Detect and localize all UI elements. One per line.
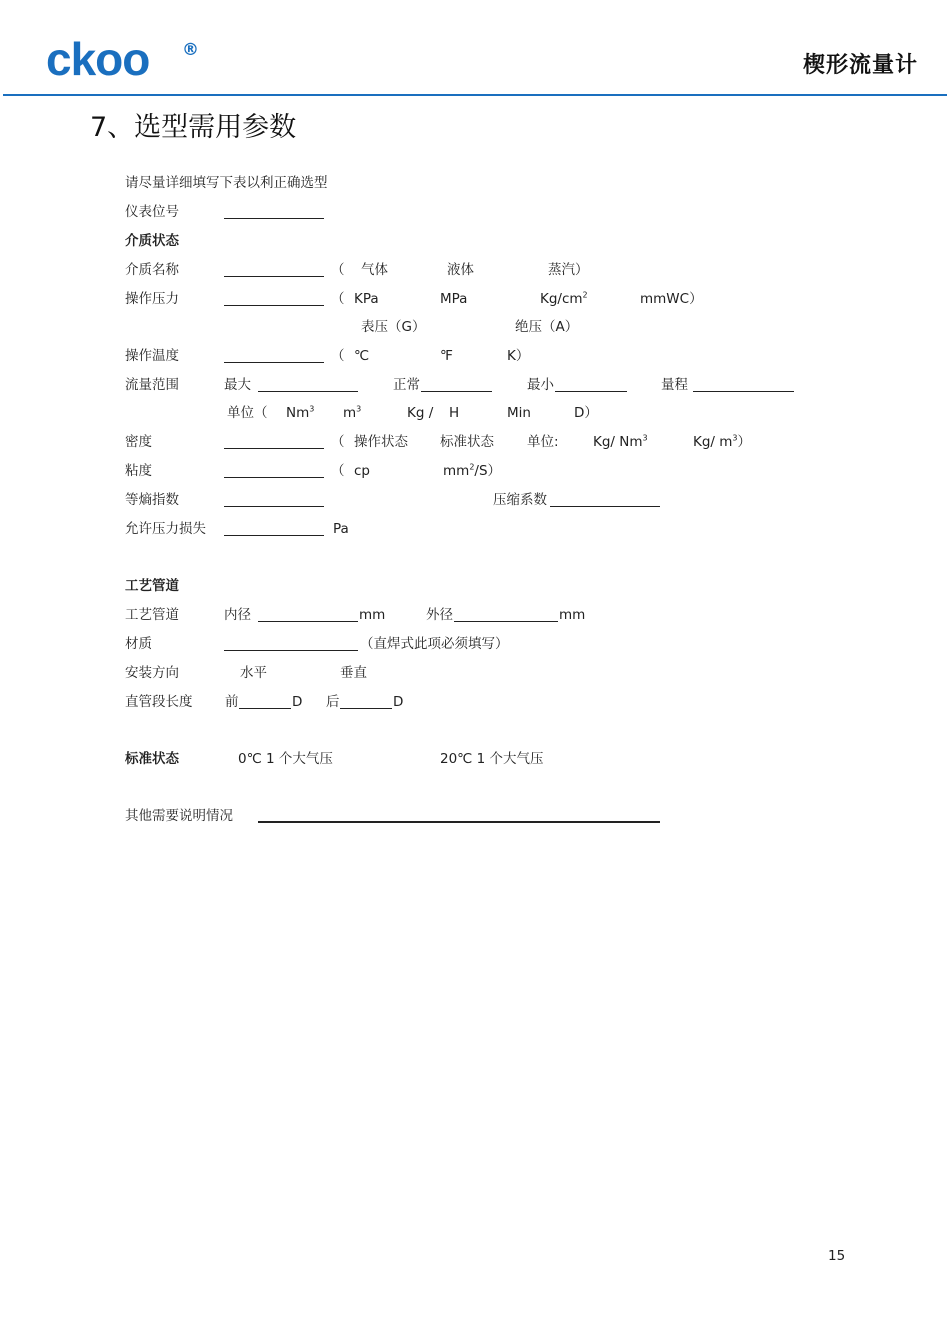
pressure-gauge-option[interactable]: 表压（G） xyxy=(361,319,426,335)
paren-open: （ xyxy=(331,262,345,278)
temperature-input-line[interactable] xyxy=(224,362,324,363)
unit-celsius[interactable]: ℃ xyxy=(354,348,370,364)
outer-diameter-label: 外径 xyxy=(426,607,453,623)
intro-text: 请尽量详细填写下表以利正确选型 xyxy=(125,175,328,191)
registered-mark-icon: ® xyxy=(182,40,199,60)
pipe-label: 工艺管道 xyxy=(125,607,179,623)
standard-20c-option[interactable]: 20℃ 1 个大气压 xyxy=(440,751,544,767)
unit-day[interactable]: D） xyxy=(574,405,598,421)
back-d-unit: D xyxy=(393,694,404,710)
back-length-input-line[interactable] xyxy=(340,708,392,709)
flow-unit-label: 单位（ xyxy=(227,405,268,421)
unit-hour[interactable]: H xyxy=(449,405,460,421)
pressure-loss-input-line[interactable] xyxy=(224,535,324,536)
unit-mpa[interactable]: MPa xyxy=(440,291,468,307)
unit-m3[interactable]: $m^3$ xyxy=(343,404,362,421)
tag-input-line[interactable] xyxy=(224,218,324,219)
standard-0c-option[interactable]: 0℃ 1 个大气压 xyxy=(238,751,333,767)
flow-range-input-line[interactable] xyxy=(693,391,794,392)
compressibility-label: 压缩系数 xyxy=(493,492,547,508)
unit-mm2s[interactable]: $mm^2/S$） xyxy=(443,462,502,479)
back-label: 后 xyxy=(326,694,340,710)
pressure-label: 操作压力 xyxy=(125,291,179,307)
unit-kg-m3[interactable]: Kg/ $m^3$） xyxy=(693,433,752,450)
paren-open: （ xyxy=(331,463,345,479)
install-direction-label: 安装方向 xyxy=(125,665,179,681)
flow-min-label: 最小 xyxy=(527,377,554,393)
paren-open: （ xyxy=(331,434,345,450)
unit-kgcm2[interactable]: $Kg/cm^2$ xyxy=(540,290,588,307)
flow-range-label: 流量范围 xyxy=(125,377,179,393)
paren-open: （ xyxy=(331,291,345,307)
other-notes-input-line[interactable] xyxy=(258,821,660,823)
flow-min-input-line[interactable] xyxy=(555,391,627,392)
isentropic-input-line[interactable] xyxy=(224,506,324,507)
outer-diameter-input-line[interactable] xyxy=(454,621,558,622)
pressure-absolute-option[interactable]: 绝压（A） xyxy=(515,319,579,335)
other-notes-label: 其他需要说明情况 xyxy=(125,808,233,824)
unit-fahrenheit[interactable]: ℉ xyxy=(440,348,453,364)
temperature-label: 操作温度 xyxy=(125,348,179,364)
header-title: 楔形流量计 xyxy=(802,53,918,78)
option-gas[interactable]: 气体 xyxy=(361,262,388,278)
density-standard-option[interactable]: 标准状态 xyxy=(440,434,494,450)
front-label: 前 xyxy=(225,694,239,710)
unit-kg[interactable]: Kg / xyxy=(407,405,434,421)
tag-label: 仪表位号 xyxy=(125,204,179,220)
outer-diameter-unit: mm xyxy=(559,607,586,623)
material-input-line[interactable] xyxy=(224,650,358,651)
header-divider xyxy=(3,94,947,96)
unit-minute[interactable]: Min xyxy=(507,405,531,421)
option-liquid[interactable]: 液体 xyxy=(447,262,474,278)
flow-range-span-label: 量程 xyxy=(661,377,688,393)
density-unit-label: 单位: xyxy=(527,434,559,450)
option-steam[interactable]: 蒸汽） xyxy=(548,262,589,278)
density-operating-option[interactable]: 操作状态 xyxy=(354,434,408,450)
flow-max-input-line[interactable] xyxy=(258,391,358,392)
viscosity-label: 粘度 xyxy=(125,463,152,479)
pressure-loss-label: 允许压力损失 xyxy=(125,521,206,537)
standard-state-label: 标准状态 xyxy=(125,751,179,767)
viscosity-input-line[interactable] xyxy=(224,477,324,478)
unit-kg-nm3[interactable]: Kg/ Nm$^3$ xyxy=(593,433,648,450)
compressibility-input-line[interactable] xyxy=(550,506,660,507)
straight-length-label: 直管段长度 xyxy=(125,694,193,710)
section-title: 7、选型需用参数 xyxy=(90,112,297,143)
pipe-heading: 工艺管道 xyxy=(125,578,179,594)
flow-normal-input-line[interactable] xyxy=(421,391,492,392)
density-label: 密度 xyxy=(125,434,152,450)
inner-diameter-input-line[interactable] xyxy=(258,621,358,622)
paren-open: （ xyxy=(331,348,345,364)
unit-pa: Pa xyxy=(333,521,349,537)
material-note: （直焊式此项必须填写） xyxy=(360,636,509,652)
inner-diameter-label: 内径 xyxy=(224,607,251,623)
front-length-input-line[interactable] xyxy=(239,708,291,709)
density-input-line[interactable] xyxy=(224,448,324,449)
unit-mmwc[interactable]: mmWC） xyxy=(640,291,703,307)
front-d-unit: D xyxy=(292,694,303,710)
page-number: 15 xyxy=(828,1248,846,1264)
medium-heading: 介质状态 xyxy=(125,233,179,249)
inner-diameter-unit: mm xyxy=(359,607,386,623)
install-horizontal-option[interactable]: 水平 xyxy=(240,665,267,681)
isentropic-label: 等熵指数 xyxy=(125,492,179,508)
flow-normal-label: 正常 xyxy=(393,377,420,393)
unit-kelvin[interactable]: K） xyxy=(507,348,530,364)
unit-kpa[interactable]: KPa xyxy=(354,291,379,307)
install-vertical-option[interactable]: 垂直 xyxy=(340,665,367,681)
medium-name-label: 介质名称 xyxy=(125,262,179,278)
flow-max-label: 最大 xyxy=(224,377,251,393)
unit-cp[interactable]: cp xyxy=(354,463,370,479)
unit-nm3[interactable]: Nm$^3$ xyxy=(286,404,315,421)
material-label: 材质 xyxy=(125,636,152,652)
brand-logo: ckoo xyxy=(46,33,150,85)
pressure-input-line[interactable] xyxy=(224,305,324,306)
medium-name-input-line[interactable] xyxy=(224,276,324,277)
